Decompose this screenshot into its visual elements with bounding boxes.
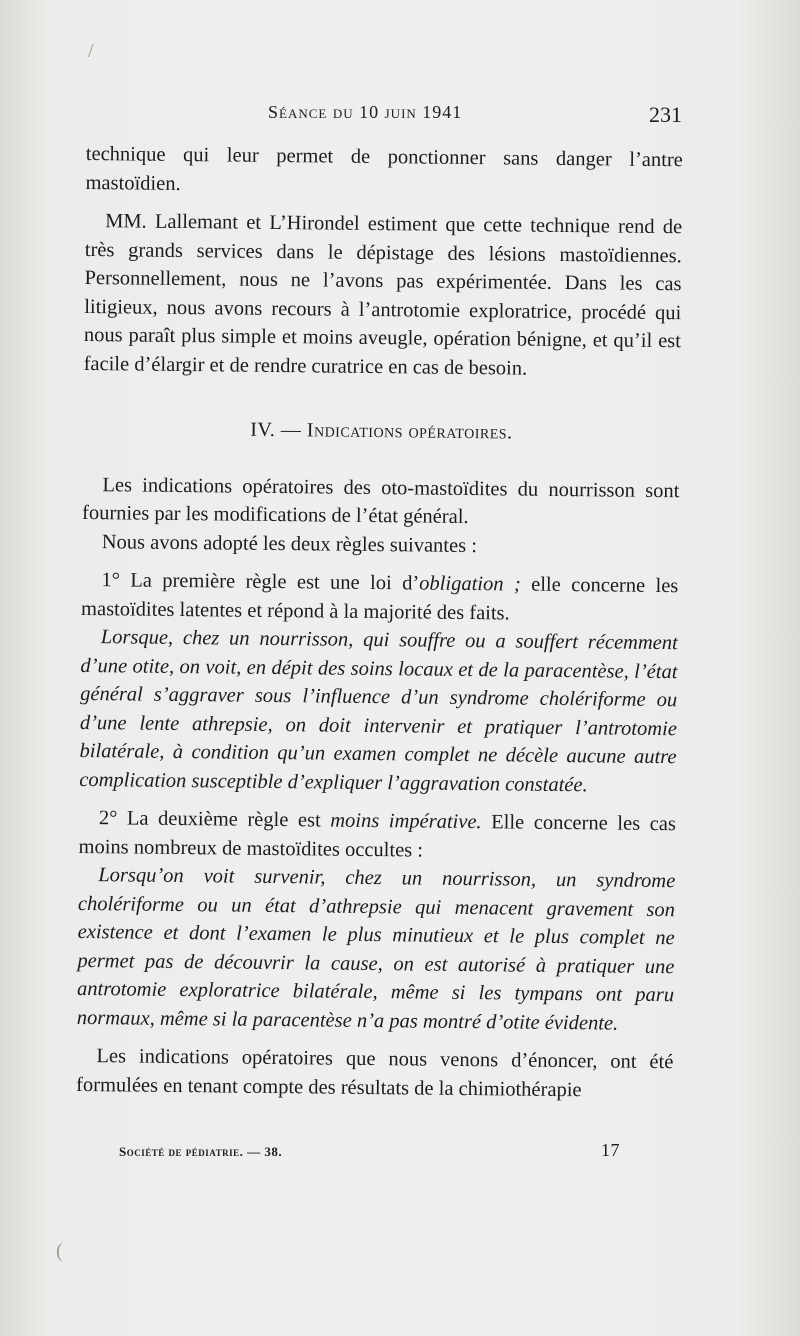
scan-speck: / <box>88 40 94 62</box>
signature-line: Société de pédiatrie. — 38. <box>119 1144 283 1159</box>
rule-one-emphasis: obligation ; <box>419 572 521 596</box>
paragraph-continuation: technique qui leur permet de ponctionner sans danger l’antre mastoïdien. <box>85 142 683 195</box>
rule-one-text-b: elle concerne les mastoïdites latentes et répond à la majorité des faits. <box>80 573 679 624</box>
rule-two-paragraph <box>78 804 676 867</box>
rule-two-text-b: Elle concerne les cas moins nombreux de mastoïdites occultes : <box>78 811 676 862</box>
running-head-title: Séance du 10 juin 1941 <box>268 102 463 122</box>
rule-one-statement: Lorsque, chez un nourrisson, qui souffre ou a souffert récemment d’une otite, on voit, en dépit des soins locaux et de la paracentèse, l’état général s’aggraver sous l’influence d’un syndrome cholériforme ou d’une lente athrepsie, on doit intervenir et pratiquer l’antrotomie bilatérale, à condition qu’un examen complet ne décèle aucune autre complication susceptible d’expliquer l’aggravation constatée. <box>79 626 678 796</box>
page-footer <box>119 1140 620 1168</box>
paragraph: Les indications opératoires que nous venons d’énoncer, ont été formulées en tenant compte des résultats de la chimiothérapie <box>75 1045 674 1101</box>
rule-one-text-a: 1° La première règle est une loi d’ <box>101 569 420 595</box>
scan-speck: ( <box>56 1240 63 1262</box>
paragraph: Nous avons adopté les deux règles suivantes : <box>101 530 478 557</box>
rule-two-statement: Lorsqu’on voit survenir, chez un nourrisson, un syndrome cholériforme ou un état d’athrepsie qui menacent gravement son existence et dont l’examen le plus minutieux et le plus complet ne permet pas de découvrir la cause, on est autorisé à pratiquer une antrotomie exploratrice bilatérale, même si les tympans ont paru normaux, même si la paracentèse n’a pas montré d’otite évidente. <box>76 864 676 1035</box>
running-head <box>268 100 682 130</box>
paragraph: Les indications opératoires des oto-mastoïdites du nourrisson sont fournies par les modifications de l’état général. <box>81 473 680 529</box>
rule-two-emphasis: moins impérative. <box>330 809 482 834</box>
rule-one-paragraph <box>81 566 679 629</box>
page-body <box>76 140 683 1105</box>
section-heading: IV. — Indications opératoires. <box>250 418 513 444</box>
page-number: 231 <box>649 102 682 127</box>
paragraph: MM. Lallemant et L’Hirondel estiment que cette technique rend de très grands services dans le dépistage des lésions mastoïdiennes. Personnellement, nous ne l’avons pas expérimentée. Dans les cas litigieux, nous avons recours à l’antrotomie exploratrice, procédé qui nous paraît plus simple et moins aveugle, opération bénigne, et qu’il est facile d’élargir et de rendre curatrice en cas de besoin. <box>83 210 683 380</box>
rule-two-text-a: 2° La deuxième règle est <box>98 807 331 832</box>
sheet-number: 17 <box>601 1140 620 1160</box>
